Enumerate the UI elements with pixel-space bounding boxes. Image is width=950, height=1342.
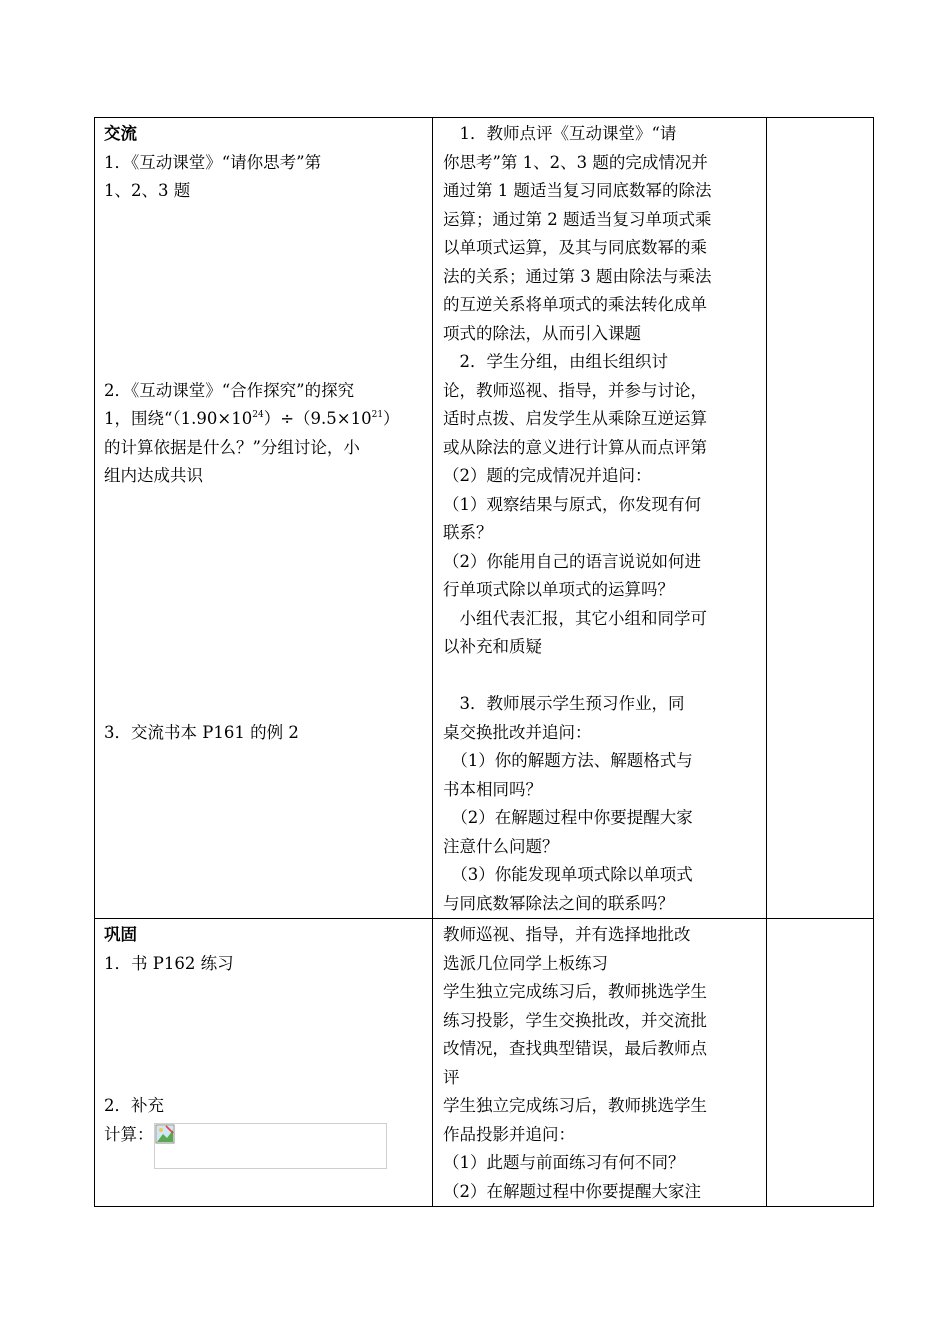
consolidate-item-2: 2．补充: [104, 1096, 164, 1115]
exchange-item-2-line-2: 1，围绕“$(1.90\times 10^{24})\div(9.5\times 10^{21})$: [104, 409, 400, 428]
teacher-activity-cell: [433, 118, 767, 919]
teacher-exchange-line: （2）在解题过程中你要提醒大家: [443, 808, 693, 827]
teacher-consolidate-line: 教师巡视、指导，并有选择地批改: [443, 925, 691, 944]
teacher-consolidate-line: 选派几位同学上板练习: [443, 953, 608, 973]
exchange-item-2-line-4: 组内达成共识: [104, 466, 203, 485]
calc-line: [104, 1121, 423, 1169]
student-activity-cell: [95, 118, 433, 919]
teacher-exchange-line: （3）你能发现单项式除以单项式: [443, 865, 693, 884]
lesson-plan-table: [94, 117, 874, 1207]
teacher-consolidate-line: 练习投影，学生交换批改，并交流批: [443, 1010, 707, 1030]
teacher-activity-text: [433, 118, 766, 918]
teacher-exchange-line: 2．学生分组，由组长组织讨: [443, 352, 668, 371]
calc-label: 计算：: [104, 1124, 154, 1144]
teacher-exchange-line: 行单项式除以单项式的运算吗？: [443, 580, 674, 599]
teacher-exchange-line: 小组代表汇报，其它小组和同学可: [443, 608, 707, 628]
teacher-exchange-line: （1）观察结果与原式，你发现有何: [443, 494, 701, 514]
exponent: 24: [252, 410, 264, 420]
formula-image: [154, 1123, 387, 1169]
notes-cell: [767, 118, 874, 919]
section-heading-exchange: 交流: [104, 124, 137, 143]
teacher-exchange-line: 书本相同吗？: [443, 779, 542, 799]
exchange-item-3: 3．交流书本 P161 的例 2: [104, 722, 299, 742]
exchange-item-1-line-1: 1．《互动课堂》“请你思考”第: [104, 152, 322, 172]
teacher-exchange-line: 3．教师展示学生预习作业，同: [443, 694, 685, 713]
notes-cell: [767, 919, 874, 1207]
teacher-exchange-line: 或从除法的意义进行计算从而点评第: [443, 437, 707, 457]
teacher-exchange-line: 你思考”第 1、2、3 题的完成情况并: [443, 152, 708, 172]
teacher-exchange-line: 以单项式运算，及其与同底数幂的乘: [443, 238, 707, 257]
teacher-exchange-line: 运算；通过第 2 题适当复习单项式乘: [443, 209, 712, 229]
table-row-consolidate: [95, 919, 874, 1207]
teacher-exchange-line: 项式的除法，从而引入课题: [443, 323, 641, 343]
teacher-exchange-line: 法的关系；通过第 3 题由除法与乘法: [443, 266, 712, 286]
teacher-exchange-line: 1．教师点评《互动课堂》“请: [443, 124, 677, 143]
exponent: 21: [371, 410, 384, 420]
exchange-item-2-line-3: 的计算依据是什么？”分组讨论，小: [104, 437, 360, 457]
teacher-consolidate-line: 学生独立完成练习后，教师挑选学生: [443, 1096, 707, 1115]
teacher-exchange-line: 注意什么问题？: [443, 836, 559, 856]
teacher-exchange-line: （1）你的解题方法、解题格式与: [443, 751, 693, 770]
teacher-exchange-line: 适时点拨、启发学生从乘除互逆运算: [443, 409, 707, 428]
exchange-item-1-line-2: 1、2、3 题: [104, 181, 191, 200]
teacher-exchange-line: 桌交换批改并追问：: [443, 722, 592, 742]
broken-image-icon: [155, 1124, 175, 1144]
teacher-exchange-line: （2）题的完成情况并追问：: [443, 466, 652, 485]
teacher-exchange-line: 与同底数幂除法之间的联系吗？: [443, 893, 674, 913]
teacher-activity-cell: [433, 919, 767, 1207]
teacher-exchange-line: [443, 662, 756, 691]
teacher-activity-text: [433, 919, 766, 1206]
teacher-exchange-line: 联系？: [443, 523, 493, 542]
teacher-consolidate-line: 学生独立完成练习后，教师挑选学生: [443, 982, 707, 1001]
consolidate-item-1: 1．书 P162 练习: [104, 953, 234, 973]
teacher-exchange-line: 的互逆关系将单项式的乘法转化成单: [443, 295, 707, 314]
teacher-exchange-line: 通过第 1 题适当复习同底数幂的除法: [443, 181, 712, 200]
teacher-exchange-line: 论，教师巡视、指导，并参与讨论，: [443, 380, 707, 400]
student-activity-cell: [95, 919, 433, 1207]
teacher-consolidate-line: （2）在解题过程中你要提醒大家注: [443, 1181, 701, 1201]
exchange-item-2-line-1: 2．《互动课堂》“合作探究”的探究: [104, 380, 355, 400]
teacher-exchange-line: 以补充和质疑: [443, 637, 542, 656]
teacher-consolidate-line: （1）此题与前面练习有何不同？: [443, 1153, 685, 1172]
teacher-consolidate-line: 作品投影并追问：: [443, 1124, 575, 1144]
teacher-consolidate-line: 改情况，查找典型错误，最后教师点: [443, 1039, 707, 1058]
table-row-exchange: [95, 118, 874, 919]
teacher-consolidate-line: 评: [443, 1067, 460, 1087]
teacher-exchange-line: （2）你能用自己的语言说说如何进: [443, 551, 701, 571]
section-heading-consolidate: 巩固: [104, 925, 137, 944]
